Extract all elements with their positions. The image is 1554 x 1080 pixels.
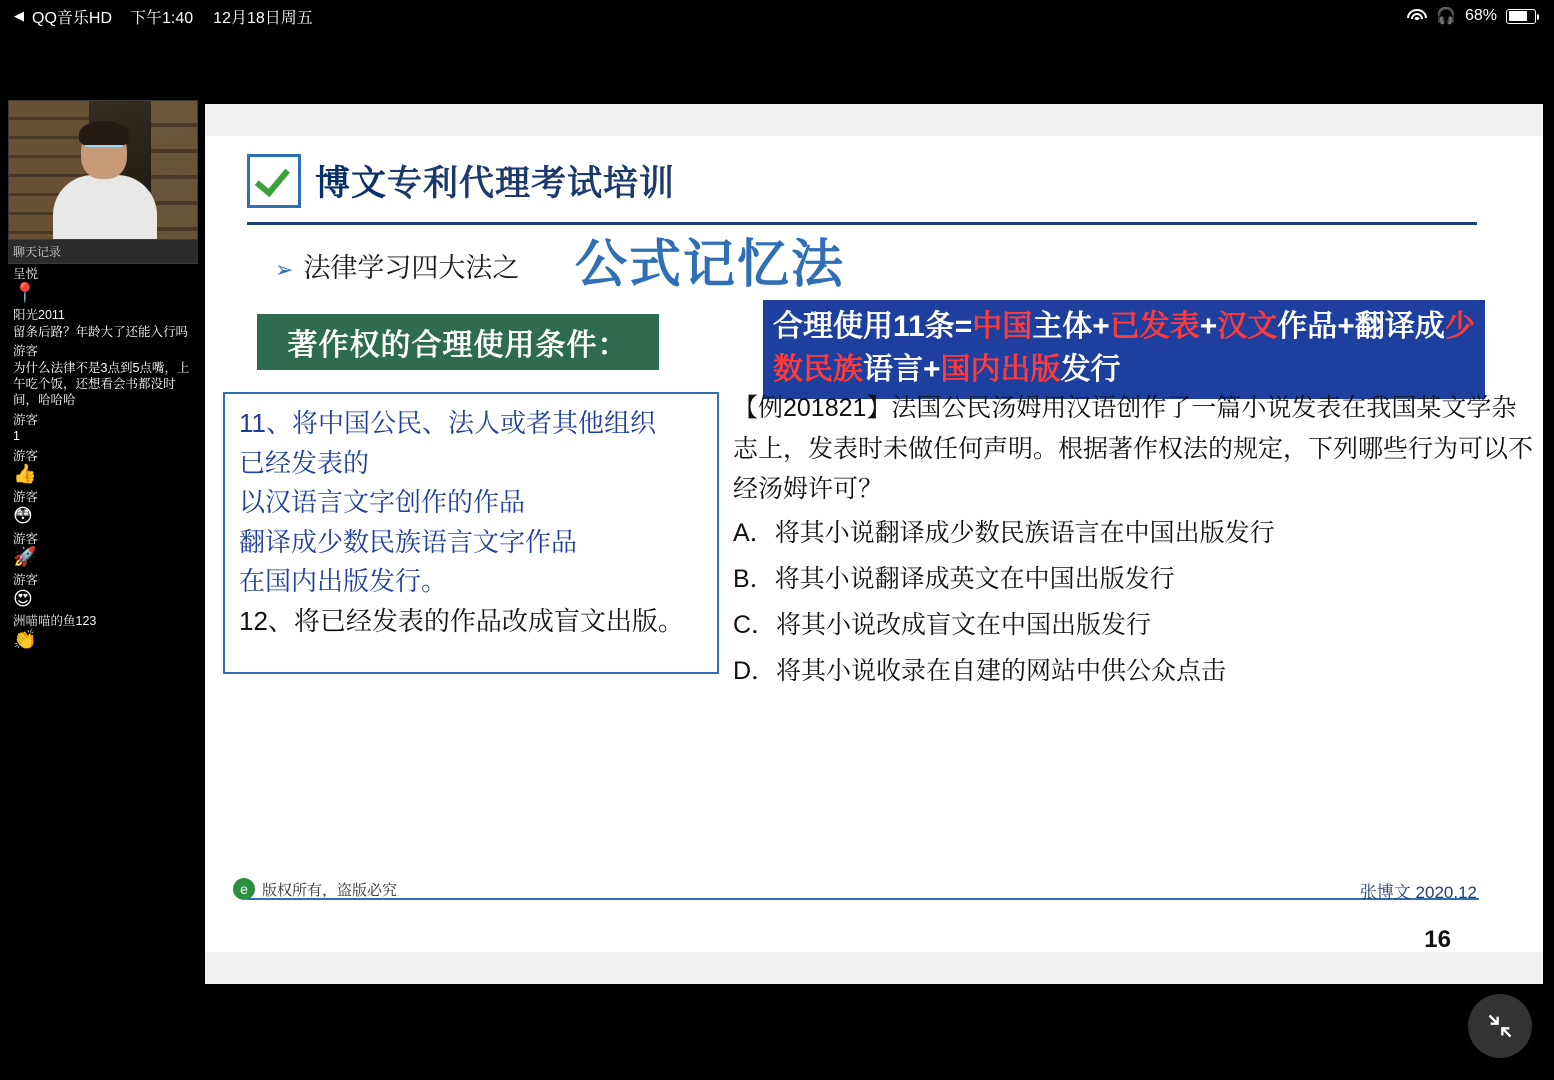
bookshelf-background-right: [151, 101, 197, 240]
formula-segment: +: [1199, 310, 1218, 343]
status-bar-left: [0, 5, 313, 28]
chat-message: [8, 570, 198, 611]
chat-message: [8, 446, 198, 487]
status-bar-app-name[interactable]: QQ音乐HD: [32, 9, 113, 27]
chat-message-user: 洲喵喵的鱼123: [13, 614, 97, 629]
slide-subtitle: 法律学习四大法之: [303, 253, 520, 283]
status-bar-right: [1407, 6, 1554, 26]
formula-segment: 已发表: [1109, 310, 1200, 343]
brand-title: [315, 156, 675, 206]
exit-fullscreen-button[interactable]: [1468, 994, 1532, 1058]
battery-icon: [1506, 9, 1536, 24]
arrow-bullet-icon: ➢: [275, 257, 294, 282]
slide-viewer[interactable]: [205, 104, 1543, 984]
chat-message-user: 游客: [13, 412, 39, 427]
player-stage: [0, 32, 1554, 1080]
chat-message: [8, 487, 198, 528]
presenter-video[interactable]: [8, 100, 198, 240]
copyright-text: 版权所有，盗版必究: [262, 881, 398, 899]
chat-message-text: 为什么法律不是3点到5点嘴，上午吃个饭，还想看会书都没时间，哈哈哈: [13, 360, 190, 408]
formula-segment: 少数民族: [773, 310, 1475, 386]
formula-banner: [763, 300, 1485, 399]
footer-divider: [247, 898, 1479, 900]
chat-message-text: 1: [13, 429, 20, 444]
left-panel: [8, 100, 198, 1005]
brand-title-rest: 专利代理考试培训: [387, 164, 676, 203]
chat-message-text: 🚀: [13, 547, 37, 569]
option-item[interactable]: D．将其小说收录在自建的网站中供公众点击: [733, 657, 1227, 686]
copyright-row: [233, 878, 397, 900]
formula-segment: +翻译成: [1337, 310, 1445, 343]
option-item[interactable]: C．将其小说改成盲文在中国出版发行: [733, 611, 1152, 639]
back-icon[interactable]: ◀: [14, 8, 24, 23]
clause-line: 11、将中国公民、法人或者其他组织: [239, 408, 656, 438]
clause-line: 以汉语言文字创作的作品: [239, 487, 526, 518]
status-bar: [0, 0, 1554, 32]
slide-brand: [247, 154, 675, 208]
chat-message-text: 👏: [13, 630, 37, 652]
formula-segment: 合理使用11条=: [773, 310, 973, 343]
chat-message-user: 呈悦: [13, 267, 39, 281]
formula-segment: 汉文: [1217, 310, 1278, 343]
formula-segment: 主体+: [1032, 310, 1110, 343]
green-condition-box: 著作权的合理使用条件：: [257, 314, 659, 370]
clause-line: 12、将已经发表的作品改成盲文出版。: [239, 605, 684, 636]
option-item[interactable]: A．将其小说翻译成少数民族语言在中国出版发行: [733, 518, 1275, 547]
headphones-icon: 🎧: [1436, 8, 1456, 25]
chat-message-user: 游客: [13, 344, 39, 359]
chat-message: [8, 410, 198, 446]
formula-segment: 语言+: [863, 352, 941, 386]
presenter-hair: [79, 121, 129, 147]
chat-message-text: 👍: [13, 464, 37, 486]
chat-message-list[interactable]: [8, 264, 198, 653]
brand-title-mark: 博文: [315, 164, 388, 203]
chat-message-user: 游客: [13, 490, 39, 505]
chat-message-user: 阳光2011: [13, 308, 65, 323]
question-block: [733, 388, 1533, 695]
option-list[interactable]: [733, 510, 1533, 695]
chat-message-text: 留条后路？年龄大了还能入行吗: [13, 325, 189, 340]
copyright-logo-icon: e: [233, 878, 255, 900]
presenter-body: [53, 175, 157, 240]
status-bar-time: 下午1:40: [130, 9, 194, 27]
collapse-icon: [1486, 1012, 1514, 1040]
chat-message-text: 😳: [13, 505, 33, 527]
presenter-glasses: [85, 145, 123, 154]
formula-segment: 作品: [1277, 310, 1338, 343]
clause-line: 在国内出版发行。: [239, 566, 448, 597]
chat-message-user: 游客: [13, 573, 39, 587]
clause-line: 翻译成少数民族语言文字作品: [239, 526, 578, 557]
formula-segment: 发行: [1060, 352, 1121, 386]
chat-panel-title: 聊天记录: [8, 240, 198, 264]
battery-percent-label: 68%: [1464, 7, 1497, 24]
chat-message: [8, 341, 198, 409]
formula-segment: 中国: [972, 310, 1033, 343]
chat-message: [8, 529, 198, 570]
chat-message-user: 游客: [13, 531, 39, 546]
chat-message: [8, 611, 198, 652]
option-item[interactable]: B．将其小说翻译成英文在中国出版发行: [733, 564, 1175, 593]
chat-message-user: 游客: [13, 448, 39, 463]
slide-subtitle-row: [275, 246, 519, 285]
chat-message-text: 😍: [13, 588, 33, 610]
chat-message: [8, 264, 198, 305]
page-number: 16: [1424, 926, 1451, 953]
formula-segment: 国内出版: [940, 352, 1061, 386]
check-mark-logo-icon: [247, 154, 301, 208]
clause-line: 已经发表的: [239, 447, 370, 478]
slide-title: 公式记忆法: [575, 236, 846, 294]
slide-content: [205, 136, 1543, 952]
status-bar-date: 12月18日周五: [213, 9, 313, 27]
clause-card: [223, 392, 719, 674]
chat-message-text: 📍: [13, 282, 37, 304]
author-label: 张博文 2020.12: [1359, 883, 1477, 902]
question-text: 【例201821】法国公民汤姆用汉语创作了一篇小说发表在我国某文学杂志上，发表时未做任何声明。根据著作权法的规定，下列哪些行为可以不经汤姆许可？: [733, 394, 1534, 503]
chat-message: [8, 305, 198, 341]
wifi-icon: [1407, 9, 1427, 24]
brand-divider: [247, 222, 1477, 225]
